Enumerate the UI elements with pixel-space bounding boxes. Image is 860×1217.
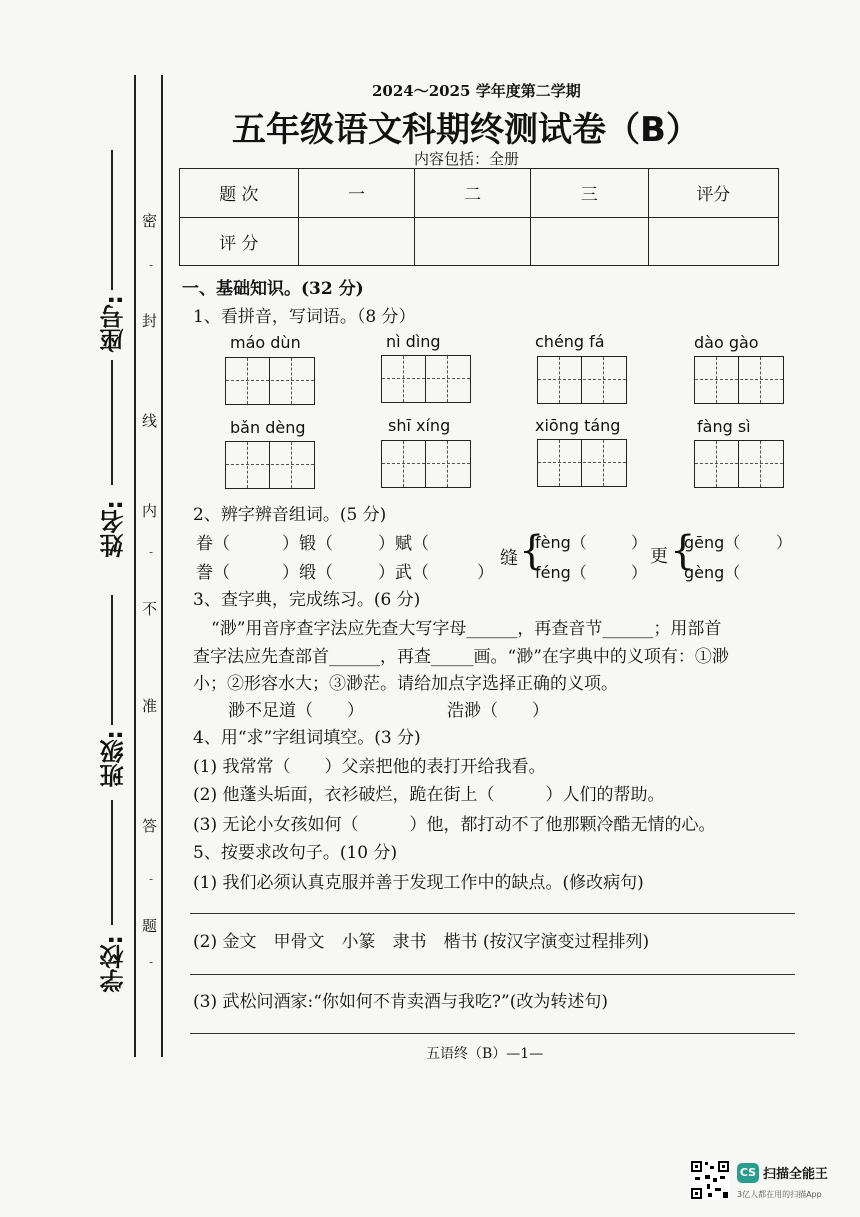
q2-word-5: ）缎（ [282,563,333,583]
q2-word-6-close: ） [477,563,494,583]
geng-pinyin-1-close: ） [776,533,793,552]
page-footer: 五语终（B）—1— [426,1046,544,1062]
seal-char-5: 不 [142,600,158,618]
camscanner-slogan: 3亿人都在用的扫描App [737,1190,822,1199]
score-table [179,168,779,266]
seal-dash: - [149,545,154,559]
score-table-row-label: 评 分 [180,217,299,266]
class-fill-line [111,595,113,725]
pinyin-4: dào gào [694,333,759,352]
score-table-col-4: 评分 [648,169,778,218]
answer-grid[interactable] [381,440,471,488]
feng-pinyin-2-close: ） [631,563,648,582]
camscanner-name: 扫描全能王 [763,1167,829,1182]
score-table-col-2: 二 [415,169,531,218]
answer-grid[interactable] [694,440,784,488]
camscanner-logo: CS [737,1163,759,1183]
feng-char: 缝 [500,548,518,569]
q5-title: 5、按要求改句子。(10 分) [193,843,398,863]
pinyin-6: shī xíng [388,416,451,435]
answer-grid[interactable] [537,439,627,487]
pinyin-5: bǎn dèng [230,418,306,437]
scope-line: 内容包括：全册 [414,150,520,168]
q2-word-2: ）锻（ [282,534,333,554]
feng-brace: { [519,528,545,574]
q3-line-1: “渺”用音序查字法应先查大写字母______，再查音节______；用部首 [211,619,722,639]
feng-pinyin-1-close: ） [631,533,648,552]
answer-line[interactable] [190,913,795,914]
seal-char-6: 准 [142,697,158,715]
pinyin-2: nì dìng [386,332,441,351]
geng-brace: { [670,528,696,574]
answer-grid[interactable] [225,441,315,489]
geng-char: 更 [650,546,668,567]
q5-sentence-1: (1) 我们必须认真克服并善于发现工作中的缺点。(修改病句) [193,873,644,893]
answer-line[interactable] [190,1033,795,1034]
geng-pinyin-2: gèng（ [684,563,741,582]
q3-item-2: 浩渺（ ） [447,701,549,721]
feng-pinyin-1: fèng（ [535,533,587,552]
q4-title: 4、用“求”字组词填空。(3 分) [193,728,421,748]
q2-title: 2、辨字辨音组词。(5 分) [193,505,387,525]
seal-char-7: 答 [142,817,158,835]
q2-word-4: 誊（ [196,563,230,583]
seal-char-4: 内 [142,502,158,520]
binding-line-inner [161,75,163,1057]
seal-char-2: 封 [142,312,158,330]
seal-char-8: 题 [142,917,158,935]
score-cell[interactable] [415,217,531,266]
q3-line-2: 查字法应先查部首______，再查_____画。“渺”在字典中的义项有：①渺 [193,647,729,667]
name-fill-line [111,360,113,485]
answer-grid[interactable] [381,355,471,403]
feng-pinyin-2: féng（ [535,563,587,582]
section-1-title: 一、基础知识。(32 分) [182,279,364,299]
seal-dash: - [149,258,154,272]
seal-char-3: 线 [142,412,158,430]
q3-item-1: 渺不足道（ ） [228,701,364,721]
score-cell[interactable] [648,217,778,266]
q1-title: 1、看拼音，写词语。（8 分） [193,307,416,327]
answer-grid[interactable] [537,356,627,404]
q3-line-3: 小；②形容水大；③渺茫。请给加点字选择正确的义项。 [193,674,618,694]
term-heading: 2024～2025 学年度第二学期 [372,82,581,100]
qr-code-icon [690,1160,730,1200]
answer-grid[interactable] [694,356,784,404]
score-cell[interactable] [530,217,648,266]
seal-dash: - [149,955,154,969]
q5-sentence-2: (2) 金文 甲骨文 小篆 隶书 楷书 (按汉字演变过程排列) [193,932,650,952]
pinyin-1: máo dùn [230,333,301,352]
geng-pinyin-1: gēng（ [684,533,741,552]
q4-sentence-1: (1) 我常常（ ）父亲把他的表打开给我看。 [193,757,546,777]
name-label: 姓名: [100,500,128,558]
pinyin-7: xiōng táng [535,416,621,435]
pinyin-3: chéng fá [535,332,605,351]
score-cell[interactable] [298,217,415,266]
answer-grid[interactable] [225,357,315,405]
seat-label: 座号: [100,295,128,353]
score-table-header-label: 题 次 [180,169,299,218]
seal-dash: - [149,872,154,886]
school-fill-line [111,800,113,925]
score-table-col-3: 三 [530,169,648,218]
q4-sentence-2: (2) 他蓬头垢面，衣衫破烂，跪在街上（ ）人们的帮助。 [193,785,665,805]
q5-sentence-3: (3) 武松问酒家:“你如何不肯卖酒与我吃?”(改为转述句) [193,992,608,1012]
q2-word-3: ）赋（ [378,534,429,554]
page-title: 五年级语文科期终测试卷（B） [232,110,700,150]
q4-sentence-3: (3) 无论小女孩如何（ ）他，都打动不了他那颗冷酷无情的心。 [193,815,716,835]
pinyin-8: fàng sì [697,417,751,436]
seat-fill-line [111,150,113,290]
q2-word-6: ）武（ [378,563,429,583]
q2-word-1: 眷（ [196,534,230,554]
score-table-col-1: 一 [298,169,415,218]
school-label: 学校: [100,935,128,993]
seal-char-1: 密 [142,212,158,230]
class-label: 班级: [100,730,128,788]
binding-line-outer [134,75,136,1057]
q3-title: 3、查字典，完成练习。(6 分) [193,590,421,610]
answer-line[interactable] [190,974,795,975]
